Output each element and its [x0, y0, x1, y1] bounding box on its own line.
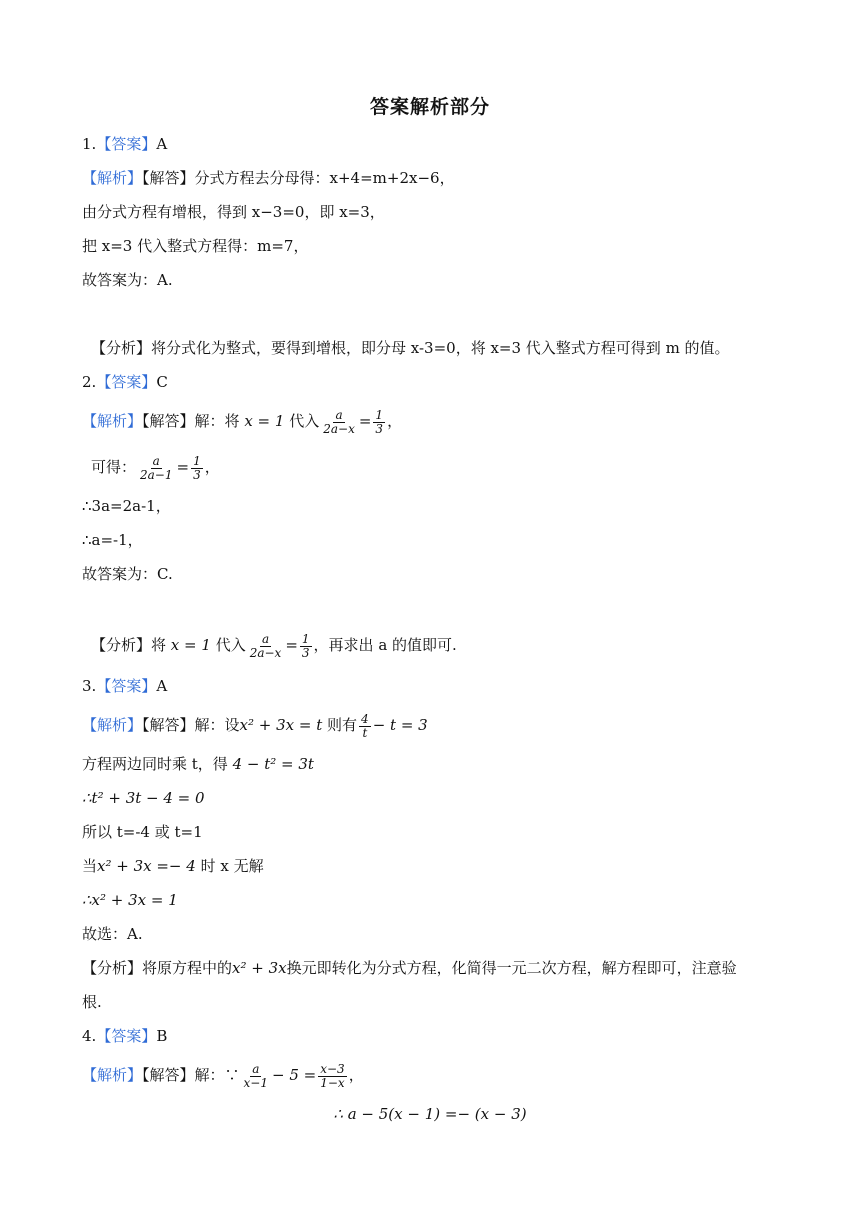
q2-number: 2. [82, 373, 97, 391]
q3-fraction [359, 713, 371, 740]
q3-answer: A [156, 677, 168, 695]
q2-frac1-num: a [335, 407, 343, 422]
q3-solution-line-5 [82, 856, 264, 876]
q3-l1-math: x² + 3x = t [239, 716, 323, 734]
q1-solution-line-2: 由分式方程有增根，得到 x−3=0，即 x=3， [82, 203, 385, 221]
q3-answer-line [82, 676, 167, 696]
q3-l5-end: 时 x 无解 [200, 857, 264, 875]
q2-an-third [300, 633, 312, 660]
q2-third-den: 3 [375, 421, 384, 436]
q4-solution-line-2: ∴ a − 5(x − 1) =− (x − 3) [333, 1105, 527, 1123]
q1-answer: A [156, 135, 168, 153]
q3-solution-line-1 [82, 710, 428, 740]
q4-answer-line [82, 1026, 167, 1046]
q2-an-frac-num: a [261, 631, 270, 646]
q2-third-num: 1 [375, 407, 384, 422]
q2-an-end: ，再求出 a 的值即可. [313, 636, 457, 654]
q2-l1-mid: 代入 [289, 412, 320, 430]
q4-solution-line-1 [82, 1060, 364, 1090]
q2-an-frac-den: 2a−x [249, 645, 282, 660]
q3-jiexi-label: 【解析】 [82, 716, 143, 734]
q2-solution-line-5: 故答案为：C. [82, 565, 173, 583]
q2-l2-end: ， [204, 458, 220, 476]
q3-analysis-cont: 根. [82, 993, 102, 1011]
q2-l1-pre: 【解答】解：将 [142, 412, 240, 430]
q2-fraction-1 [321, 409, 357, 436]
q2-l2-pre: 可得： [91, 458, 137, 476]
q2-solution-line-1 [82, 406, 402, 436]
q2-third-den-2: 3 [193, 467, 201, 482]
q2-eq-1: = [358, 412, 372, 430]
q2-analysis [91, 630, 457, 660]
q4-fraction-1 [242, 1063, 270, 1090]
q3-analysis [82, 958, 737, 978]
q2-answer-label: 【答案】 [96, 373, 157, 391]
q4-frac2-num: x−3 [320, 1061, 345, 1076]
q4-jiexi-label: 【解析】 [82, 1066, 143, 1084]
page-title: 答案解析部分 [369, 96, 490, 118]
q4-answer: B [156, 1027, 168, 1045]
q2-third-num-2: 1 [193, 453, 201, 468]
q3-l5-pre: 当 [82, 857, 98, 875]
q3-frac-den: t [362, 725, 368, 740]
q2-an-third-num: 1 [301, 631, 310, 646]
q1-solution-line-3: 把 x=3 代入整式方程得：m=7， [82, 237, 309, 255]
q3-l2-math: 4 − t² = 3t [232, 755, 314, 773]
q4-frac2-den: 1−x [320, 1075, 345, 1090]
q2-eq-2: = [176, 458, 190, 476]
q1-number: 1. [82, 135, 97, 153]
q2-fraction-2 [138, 455, 174, 482]
q3-l1-mid: 则有 [327, 716, 358, 734]
q2-an-third-den: 3 [301, 645, 310, 660]
q1-analysis: 【分析】将分式化为整式，要得到增根，即分母 x-3=0，将 x=3 代入整式方程可得到 m 的值。 [91, 339, 730, 357]
q1-solution-line-4: 故答案为：A. [82, 271, 173, 289]
q2-fraction-third-2 [191, 455, 203, 482]
q3-answer-label: 【答案】 [96, 677, 157, 695]
q3-an-pre: 【分析】将原方程中的 [82, 959, 233, 977]
q4-fraction-2 [318, 1063, 346, 1090]
q3-solution-line-3: ∴t² + 3t − 4 = 0 [82, 789, 205, 807]
q2-l1-math: x = 1 [244, 412, 285, 430]
q3-l1-end: − t = 3 [372, 716, 428, 734]
q2-an-fraction [248, 633, 284, 660]
q4-l1-mid: − 5 = [272, 1066, 317, 1084]
q3-l2-pre: 方程两边同时乘 t，得 [82, 755, 228, 773]
q4-frac1-num: a [252, 1061, 260, 1076]
q3-an-math: x² + 3x [232, 959, 287, 977]
q3-solution-line-2 [82, 754, 314, 774]
q1-answer-line [82, 134, 167, 154]
q2-jiexi-label: 【解析】 [82, 412, 143, 430]
q2-answer-line [82, 372, 168, 392]
q4-number: 4. [82, 1027, 97, 1045]
q2-l1-end: ， [387, 412, 403, 430]
q2-frac2-num: a [152, 453, 160, 468]
q3-number: 3. [82, 677, 97, 695]
q3-an-end: 换元即转化为分式方程，化简得一元二次方程，解方程即可，注意验 [286, 959, 737, 977]
q2-fraction-third [373, 409, 385, 436]
q3-l5-math: x² + 3x =− 4 [97, 857, 196, 875]
q2-frac2-den: 2a−1 [140, 467, 173, 482]
q3-solution-line-6: ∴x² + 3x = 1 [82, 891, 178, 909]
q2-solution-line-4: ∴a=-1， [82, 531, 143, 549]
q2-an-mid: 代入 [215, 636, 246, 654]
q2-frac1-den: 2a−x [323, 421, 355, 436]
q2-an-pre: 【分析】将 [91, 636, 167, 654]
q4-frac1-den: x−1 [243, 1075, 268, 1090]
q2-answer: C [156, 373, 168, 391]
q3-frac-num: 4 [361, 711, 369, 726]
q3-solution-line-4: 所以 t=-4 或 t=1 [82, 823, 203, 841]
q2-solution-line-2 [91, 452, 220, 482]
q1-solution-text-1: 【解答】分式方程去分母得：x+4=m+2x−6， [142, 169, 455, 187]
q2-an-math: x = 1 [170, 636, 211, 654]
q2-solution-line-3: ∴3a=2a-1， [82, 497, 171, 515]
q3-solution-line-7: 故选：A. [82, 925, 143, 943]
q3-l1-pre: 【解答】解：设 [142, 716, 240, 734]
q1-answer-label: 【答案】 [96, 135, 157, 153]
q4-l1-end: ， [348, 1066, 364, 1084]
q1-jiexi-label: 【解析】 [82, 169, 143, 187]
q1-solution-line-1 [82, 168, 455, 188]
q2-an-eq: = [285, 636, 298, 654]
q4-answer-label: 【答案】 [96, 1027, 157, 1045]
q4-l1-pre: 【解答】解：∵ [142, 1066, 240, 1084]
